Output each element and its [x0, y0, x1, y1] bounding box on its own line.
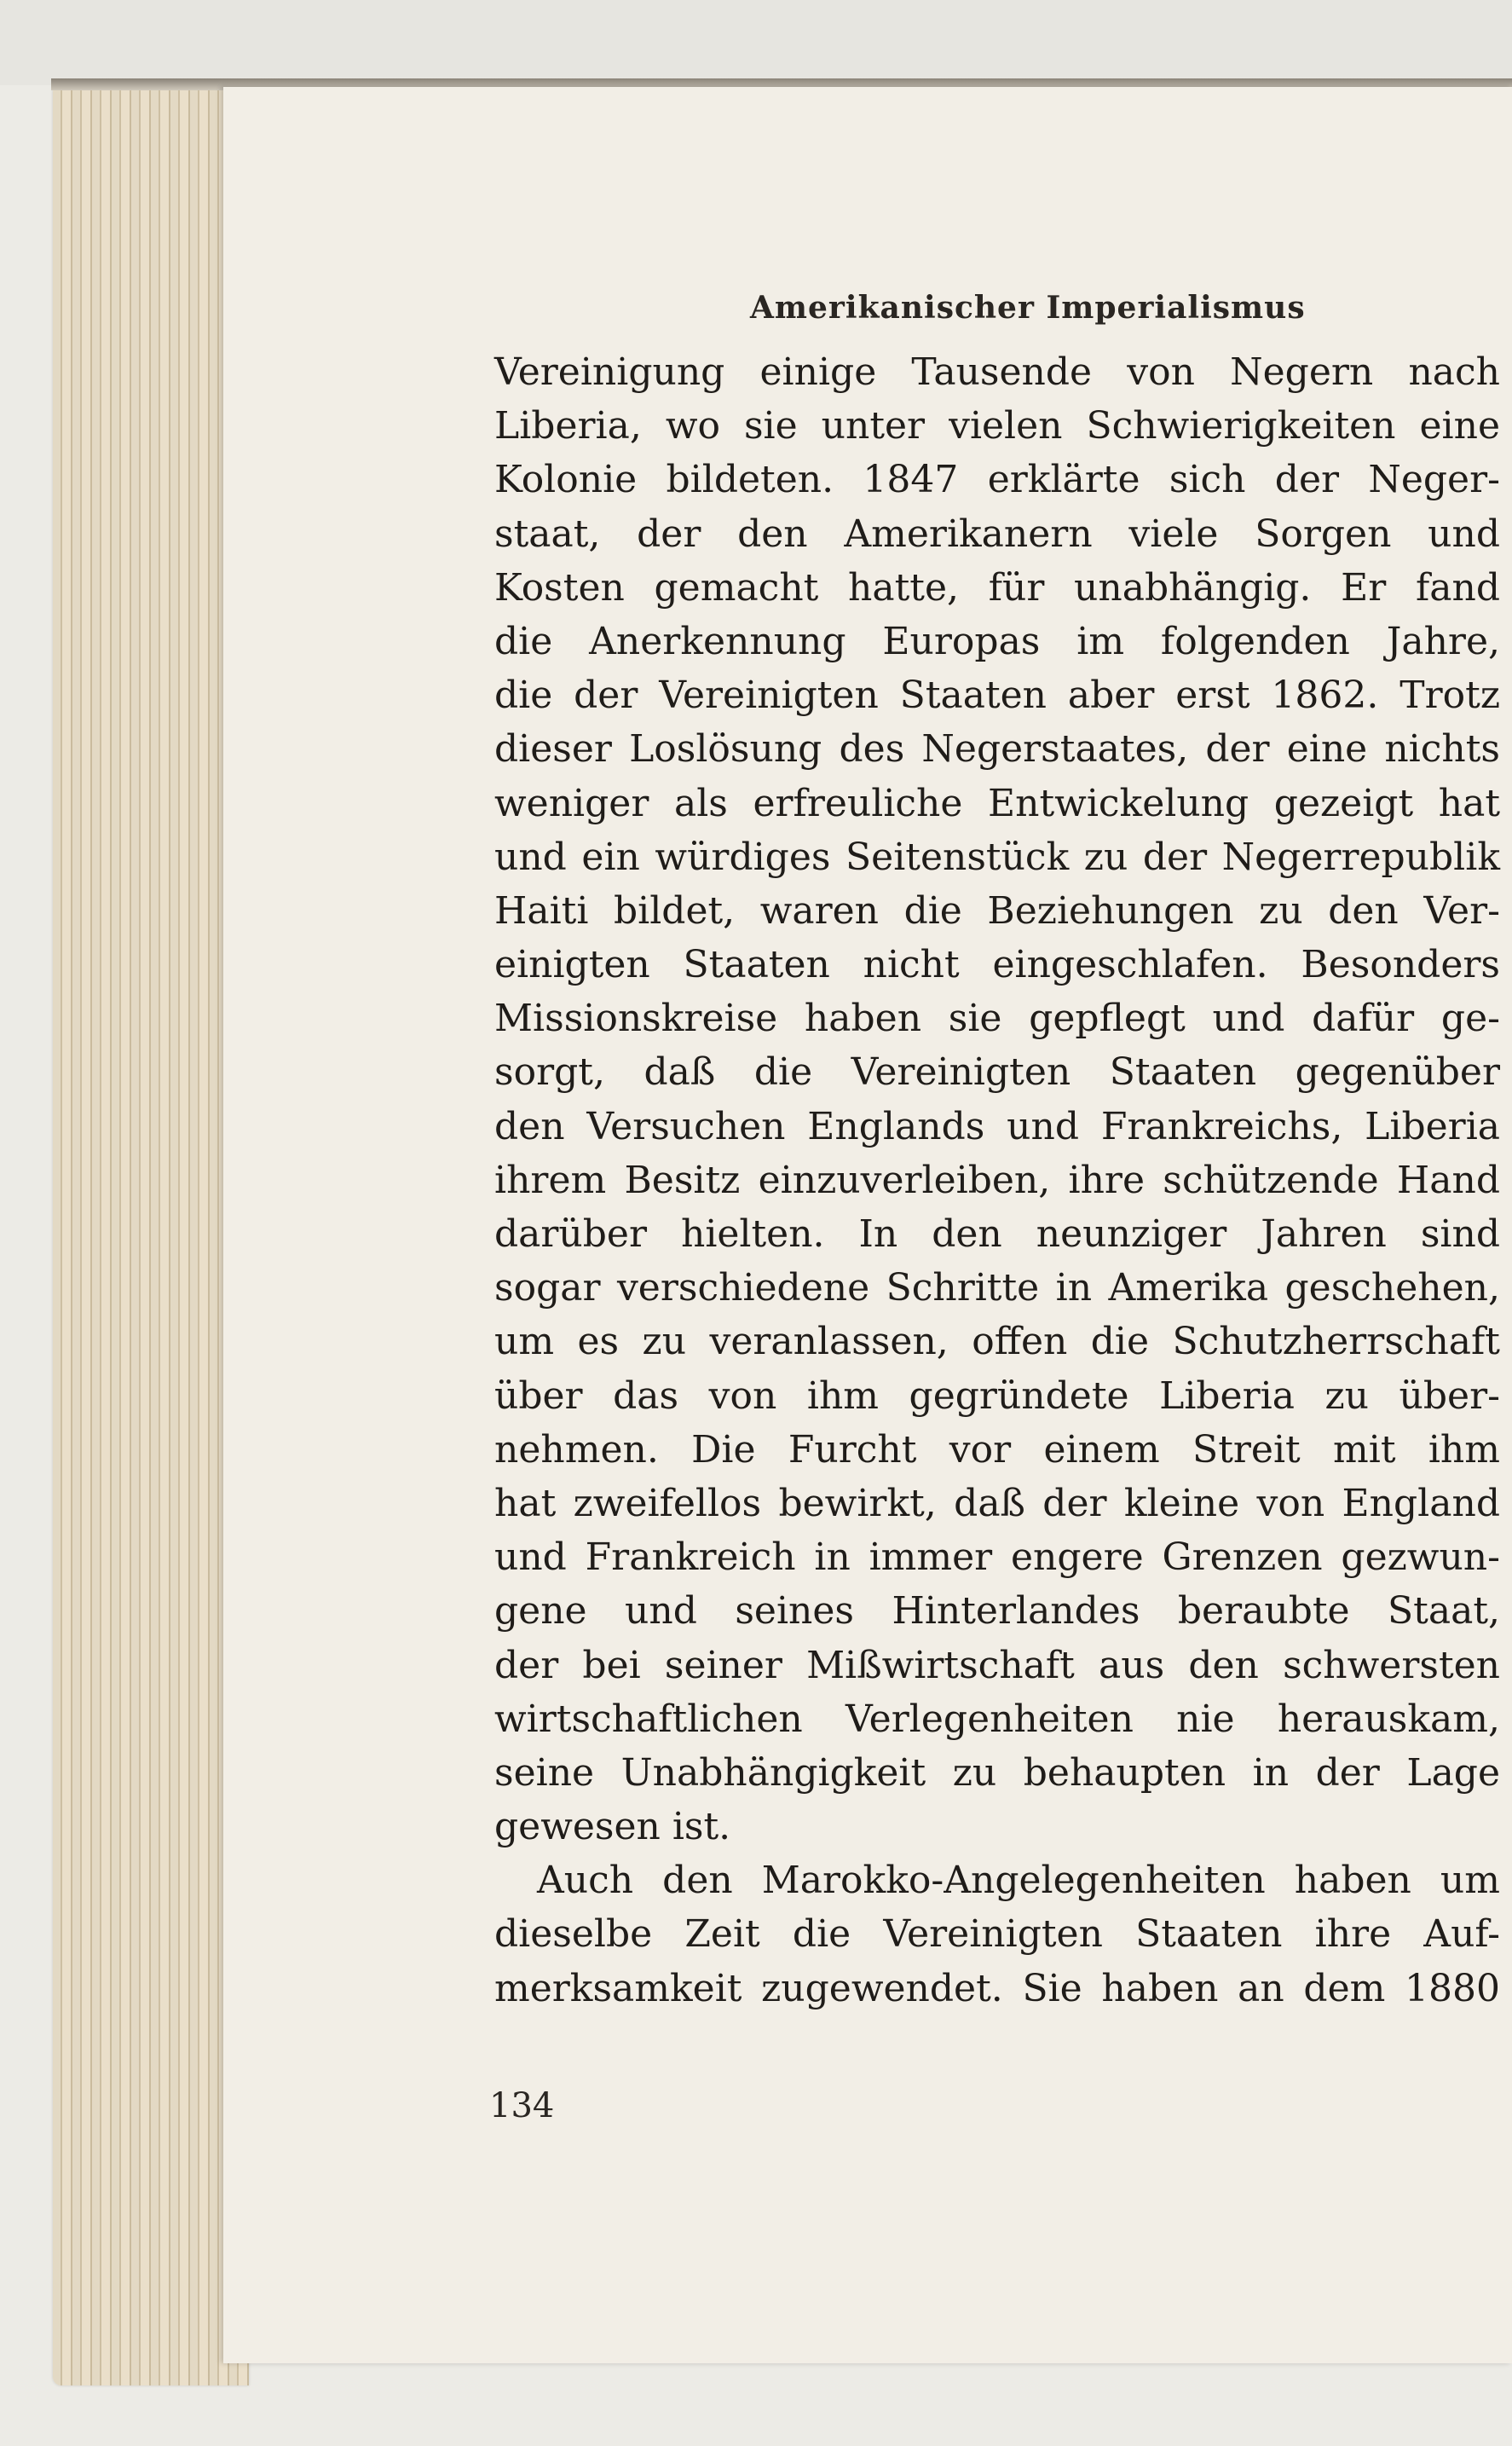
text-line: weniger als erfreuliche Entwickelung gezeigt hat	[494, 781, 1500, 825]
scan-background	[0, 0, 1512, 85]
text-line: sorgt, daß die Vereinigten Staaten gegenüber	[494, 1050, 1500, 1095]
text-line: seine Unabhängigkeit zu behaupten in der Lage	[494, 1750, 1500, 1795]
text-line: die Anerkennung Europas im folgenden Jahre,	[494, 619, 1500, 663]
text-line: Vereinigung einige Tausende von Negern nach	[494, 350, 1500, 394]
text-line: der bei seiner Mißwirtschaft aus den schwersten	[494, 1643, 1500, 1687]
text-line: ihrem Besitz einzuverleiben, ihre schützende Hand	[494, 1158, 1500, 1202]
text-line: Kolonie bildeten. 1847 erklärte sich der Neger-	[494, 458, 1500, 502]
text-line: gene und seines Hinterlandes beraubte Staat,	[494, 1589, 1500, 1634]
text-line: und Frankreich in immer engere Grenzen gezwun-	[494, 1535, 1500, 1580]
text-line: darüber hielten. In den neunziger Jahren sind	[494, 1212, 1500, 1256]
text-line: wirtschaftlichen Verlegenheiten nie herauskam,	[494, 1697, 1500, 1741]
text-line: merksamkeit zugewendet. Sie haben an dem 1880	[494, 1966, 1500, 2010]
text-line: staat, der den Amerikanern viele Sorgen und	[494, 512, 1500, 556]
book-page-edges	[53, 84, 249, 2385]
text-line: um es zu veranlassen, offen die Schutzherrschaft	[494, 1320, 1500, 1364]
text-line: gewesen ist.	[494, 1805, 731, 1849]
text-line: einigten Staaten nicht eingeschlafen. Besonders	[494, 943, 1500, 987]
text-line: sogar verschiedene Schritte in Amerika geschehen,	[494, 1266, 1500, 1310]
body-text	[494, 345, 1500, 2015]
text-line: den Versuchen Englands und Frankreichs, Liberia	[494, 1104, 1500, 1148]
text-line: Missionskreise haben sie gepflegt und dafür ge-	[494, 997, 1500, 1041]
text-line: Kosten gemacht hatte, für unabhängig. Er fand	[494, 565, 1500, 610]
text-line: nehmen. Die Furcht vor einem Streit mit ihm	[494, 1427, 1500, 1472]
text-line: über das von ihm gegründete Liberia zu über-	[494, 1373, 1500, 1418]
text-line: Haiti bildet, waren die Beziehungen zu den Ver-	[494, 888, 1500, 933]
text-line: hat zweifellos bewirkt, daß der kleine von England	[494, 1481, 1500, 1525]
page-number: 134	[489, 2086, 555, 2125]
text-line: Liberia, wo sie unter vielen Schwierigkeiten eine	[494, 404, 1500, 448]
text-line: Auch den Marokko-Angelegenheiten haben um	[537, 1859, 1500, 1903]
text-line: die der Vereinigten Staaten aber erst 1862. Trotz	[494, 674, 1500, 718]
text-line: und ein würdiges Seitenstück zu der Negerrepublik	[494, 835, 1500, 879]
text-line: dieser Loslösung des Negerstaates, der eine nichts	[494, 727, 1500, 772]
text-line: dieselbe Zeit die Vereinigten Staaten ihre Auf-	[494, 1912, 1500, 1957]
running-head: Amerikanischer Imperialismus	[750, 290, 1306, 326]
